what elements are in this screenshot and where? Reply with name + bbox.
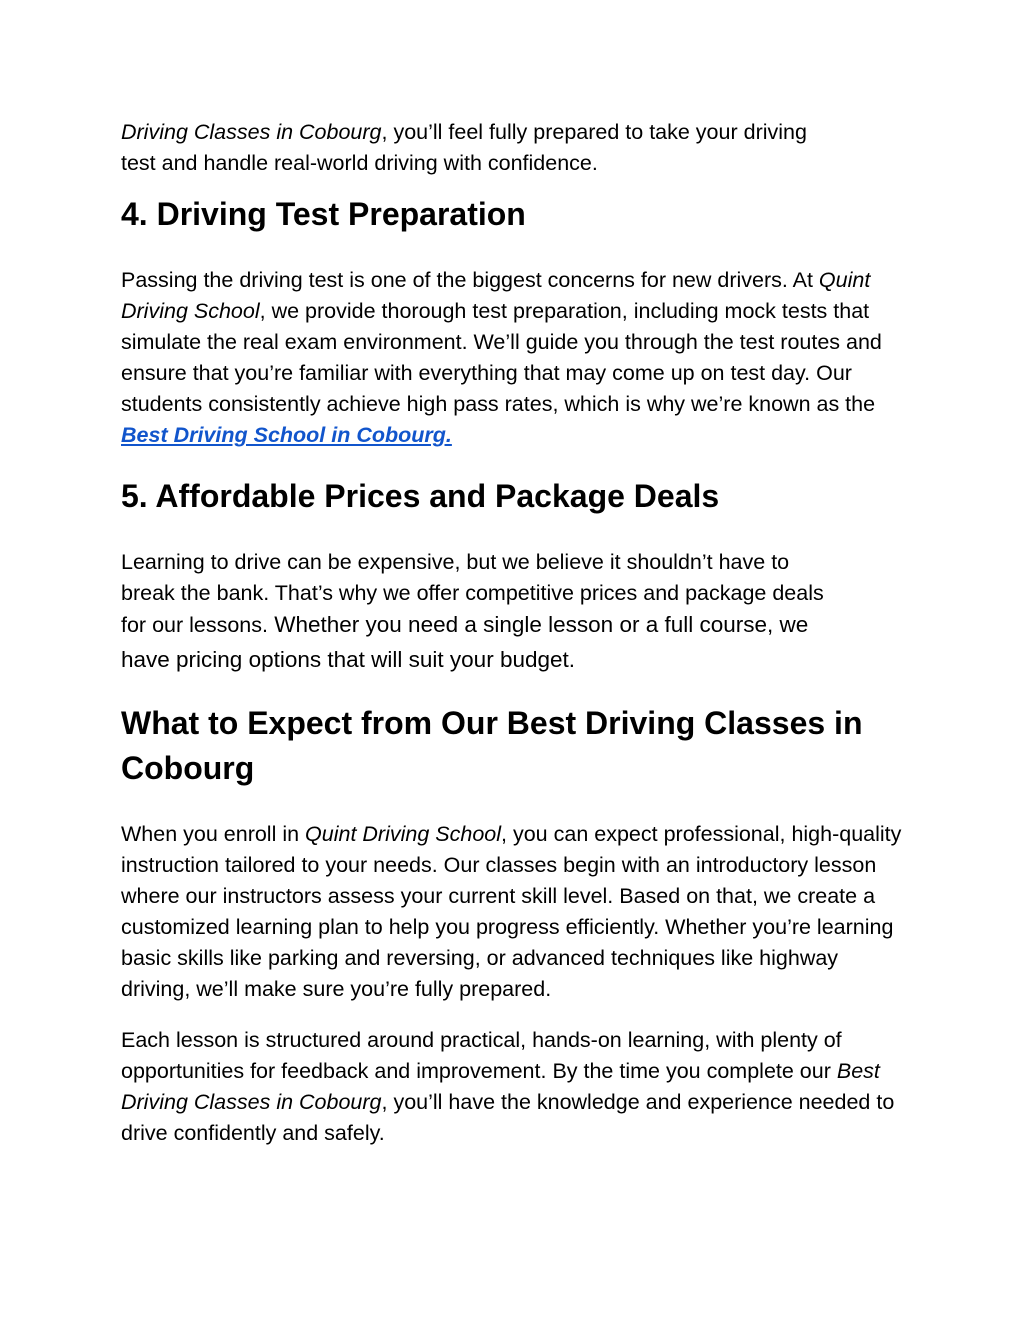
test-text-start: Passing the driving test is one of the biggest concerns for new drivers. At [121,268,819,292]
prices-line2: break the bank. That’s why we offer competitive prices and package deals [121,581,824,605]
test-text-middle: , we provide thorough test preparation, including mock tests that simulate the real exam environment. We’ll guide you through the test routes and ensure that you’re familiar with everything that may come up on test day. Our students consistently achieve high pass rates, which is why we’re known as the [121,299,882,416]
best-driving-school-link[interactable]: Best Driving School in Cobourg. [121,423,452,447]
intro-italic-phrase: Driving Classes in Cobourg [121,120,382,144]
prices-line3 [121,613,808,637]
prices-line4: have pricing options that will suit your budget. [121,647,576,672]
expect-text-start: When you enroll in [121,822,306,846]
school-name-italic: Quint Driving School [121,268,871,323]
structure-text-rest: , you’ll have the knowledge and experience needed to drive confidently and safely. [121,1090,895,1145]
intro-paragraph [121,117,911,179]
document-page [121,117,911,1149]
intro-text-line2: test and handle real-world driving with confidence. [121,151,598,175]
expect-paragraph [121,819,911,1005]
prices-line3-start: for our lessons. [121,613,268,637]
structure-text-start: Each lesson is structured around practical, hands-on learning, with plenty of opportunities for feedback and improvement. By the time you complete our [121,1028,842,1083]
lesson-structure-paragraph [121,1025,911,1149]
expect-text-rest: , you can expect professional, high-quality instruction tailored to your needs. Our classes begin with an introductory lesson where our instructors assess your current skill level. Based on that, we create a customized learning plan to help you progress efficiently. Whether you’re learning basic skills like parking and reversing, or advanced techniques like highway driving, we’ll make sure you’re fully prepared. [121,822,902,1001]
intro-text-line1: , you’ll feel fully prepared to take your driving [381,120,807,144]
section-heading-test-preparation: 4. Driving Test Preparation [121,196,526,232]
prices-line1: Learning to drive can be expensive, but we believe it shouldn’t have to [121,550,790,574]
test-preparation-paragraph [121,265,911,451]
section-heading-what-to-expect: What to Expect from Our Best Driving Classes in Cobourg [121,705,863,786]
section-heading-affordable-prices: 5. Affordable Prices and Package Deals [121,478,720,514]
classes-name-italic: Best Driving Classes in Cobourg [121,1059,880,1114]
prices-line3-end: Whether you need a single lesson or a full course, we [267,612,809,637]
prices-paragraph [121,547,911,676]
expect-school-name-italic: Quint Driving School [305,822,502,846]
